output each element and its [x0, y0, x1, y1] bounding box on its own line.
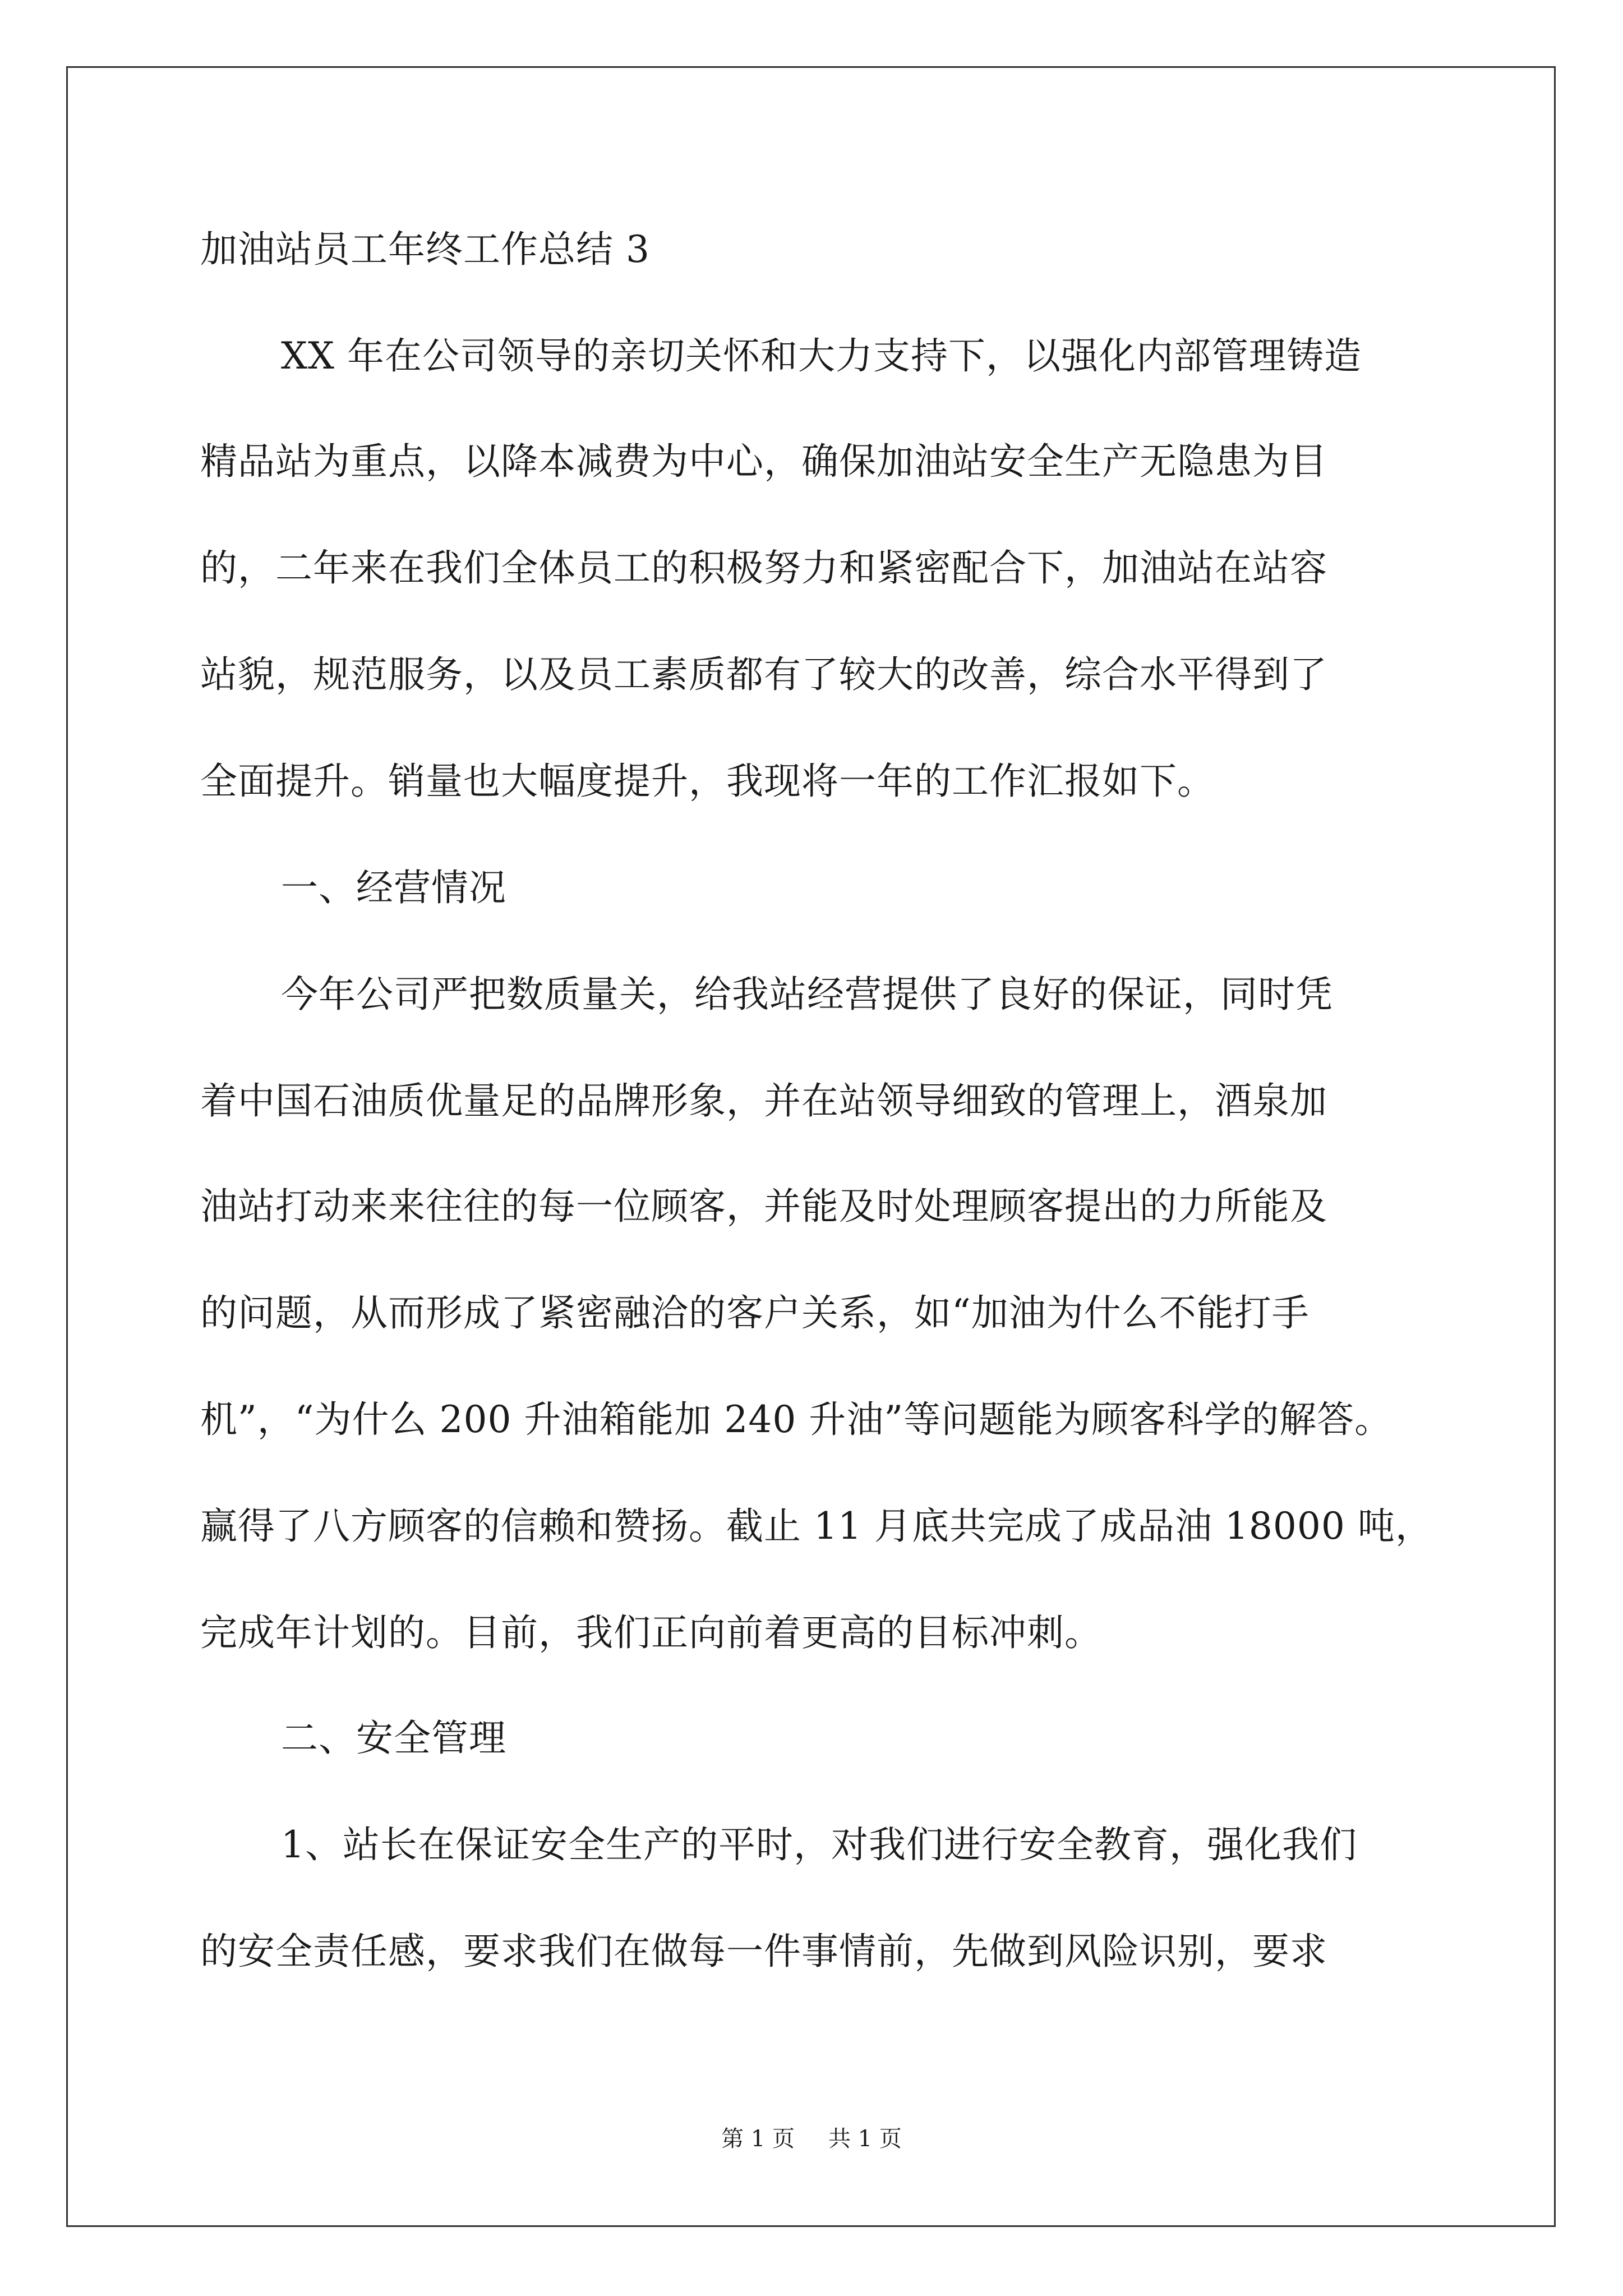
paragraph-line: 的，二年来在我们全体员工的积极努力和紧密配合下，加油站在站容	[200, 546, 1327, 590]
paragraph-line: 精品站为重点，以降本减费为中心，确保加油站安全生产无隐患为目	[200, 440, 1327, 483]
paragraph-line: 全面提升。销量也大幅度提升，我现将一年的工作汇报如下。	[200, 760, 1215, 803]
section-heading: 二、安全管理	[281, 1717, 506, 1760]
paragraph-line: 的问题，从而形成了紧密融洽的客户关系，如“加油为什么不能打手	[200, 1291, 1310, 1335]
paragraph-line: 今年公司严把数质量关，给我站经营提供了良好的保证，同时凭	[281, 973, 1333, 1016]
page-footer	[0, 2128, 1623, 2150]
paragraph-line: 油站打动来来往往的每一位顾客，并能及时处理顾客提出的力所能及	[200, 1185, 1327, 1228]
paragraph-line: 机”，“为什么 200 升油箱能加 240 升油”等问题能为顾客科学的解答。	[200, 1398, 1393, 1441]
paragraph-line: 赢得了八方顾客的信赖和赞扬。截止 11 月底共完成了成品油 18000 吨，	[200, 1504, 1433, 1548]
page-number: 第 1 页	[721, 2126, 795, 2152]
page-border	[66, 66, 1556, 2227]
paragraph-line: XX 年在公司领导的亲切关怀和大力支持下，以强化内部管理铸造	[281, 334, 1362, 378]
paragraph-line: 着中国石油质优量足的品牌形象，并在站领导细致的管理上，酒泉加	[200, 1079, 1327, 1122]
section-heading: 一、经营情况	[281, 866, 506, 909]
paragraph-line: 的安全责任感，要求我们在做每一件事情前，先做到风险识别，要求	[200, 1930, 1327, 1973]
paragraph-line: 完成年计划的。目前，我们正向前着更高的目标冲刺。	[200, 1611, 1102, 1654]
paragraph-line: 站貌，规范服务，以及员工素质都有了较大的改善，综合水平得到了	[200, 653, 1327, 696]
paragraph-line: 1、站长在保证安全生产的平时，对我们进行安全教育，强化我们	[281, 1823, 1357, 1866]
document-title: 加油站员工年终工作总结 3	[200, 228, 650, 271]
page-total: 共 1 页	[828, 2126, 902, 2152]
